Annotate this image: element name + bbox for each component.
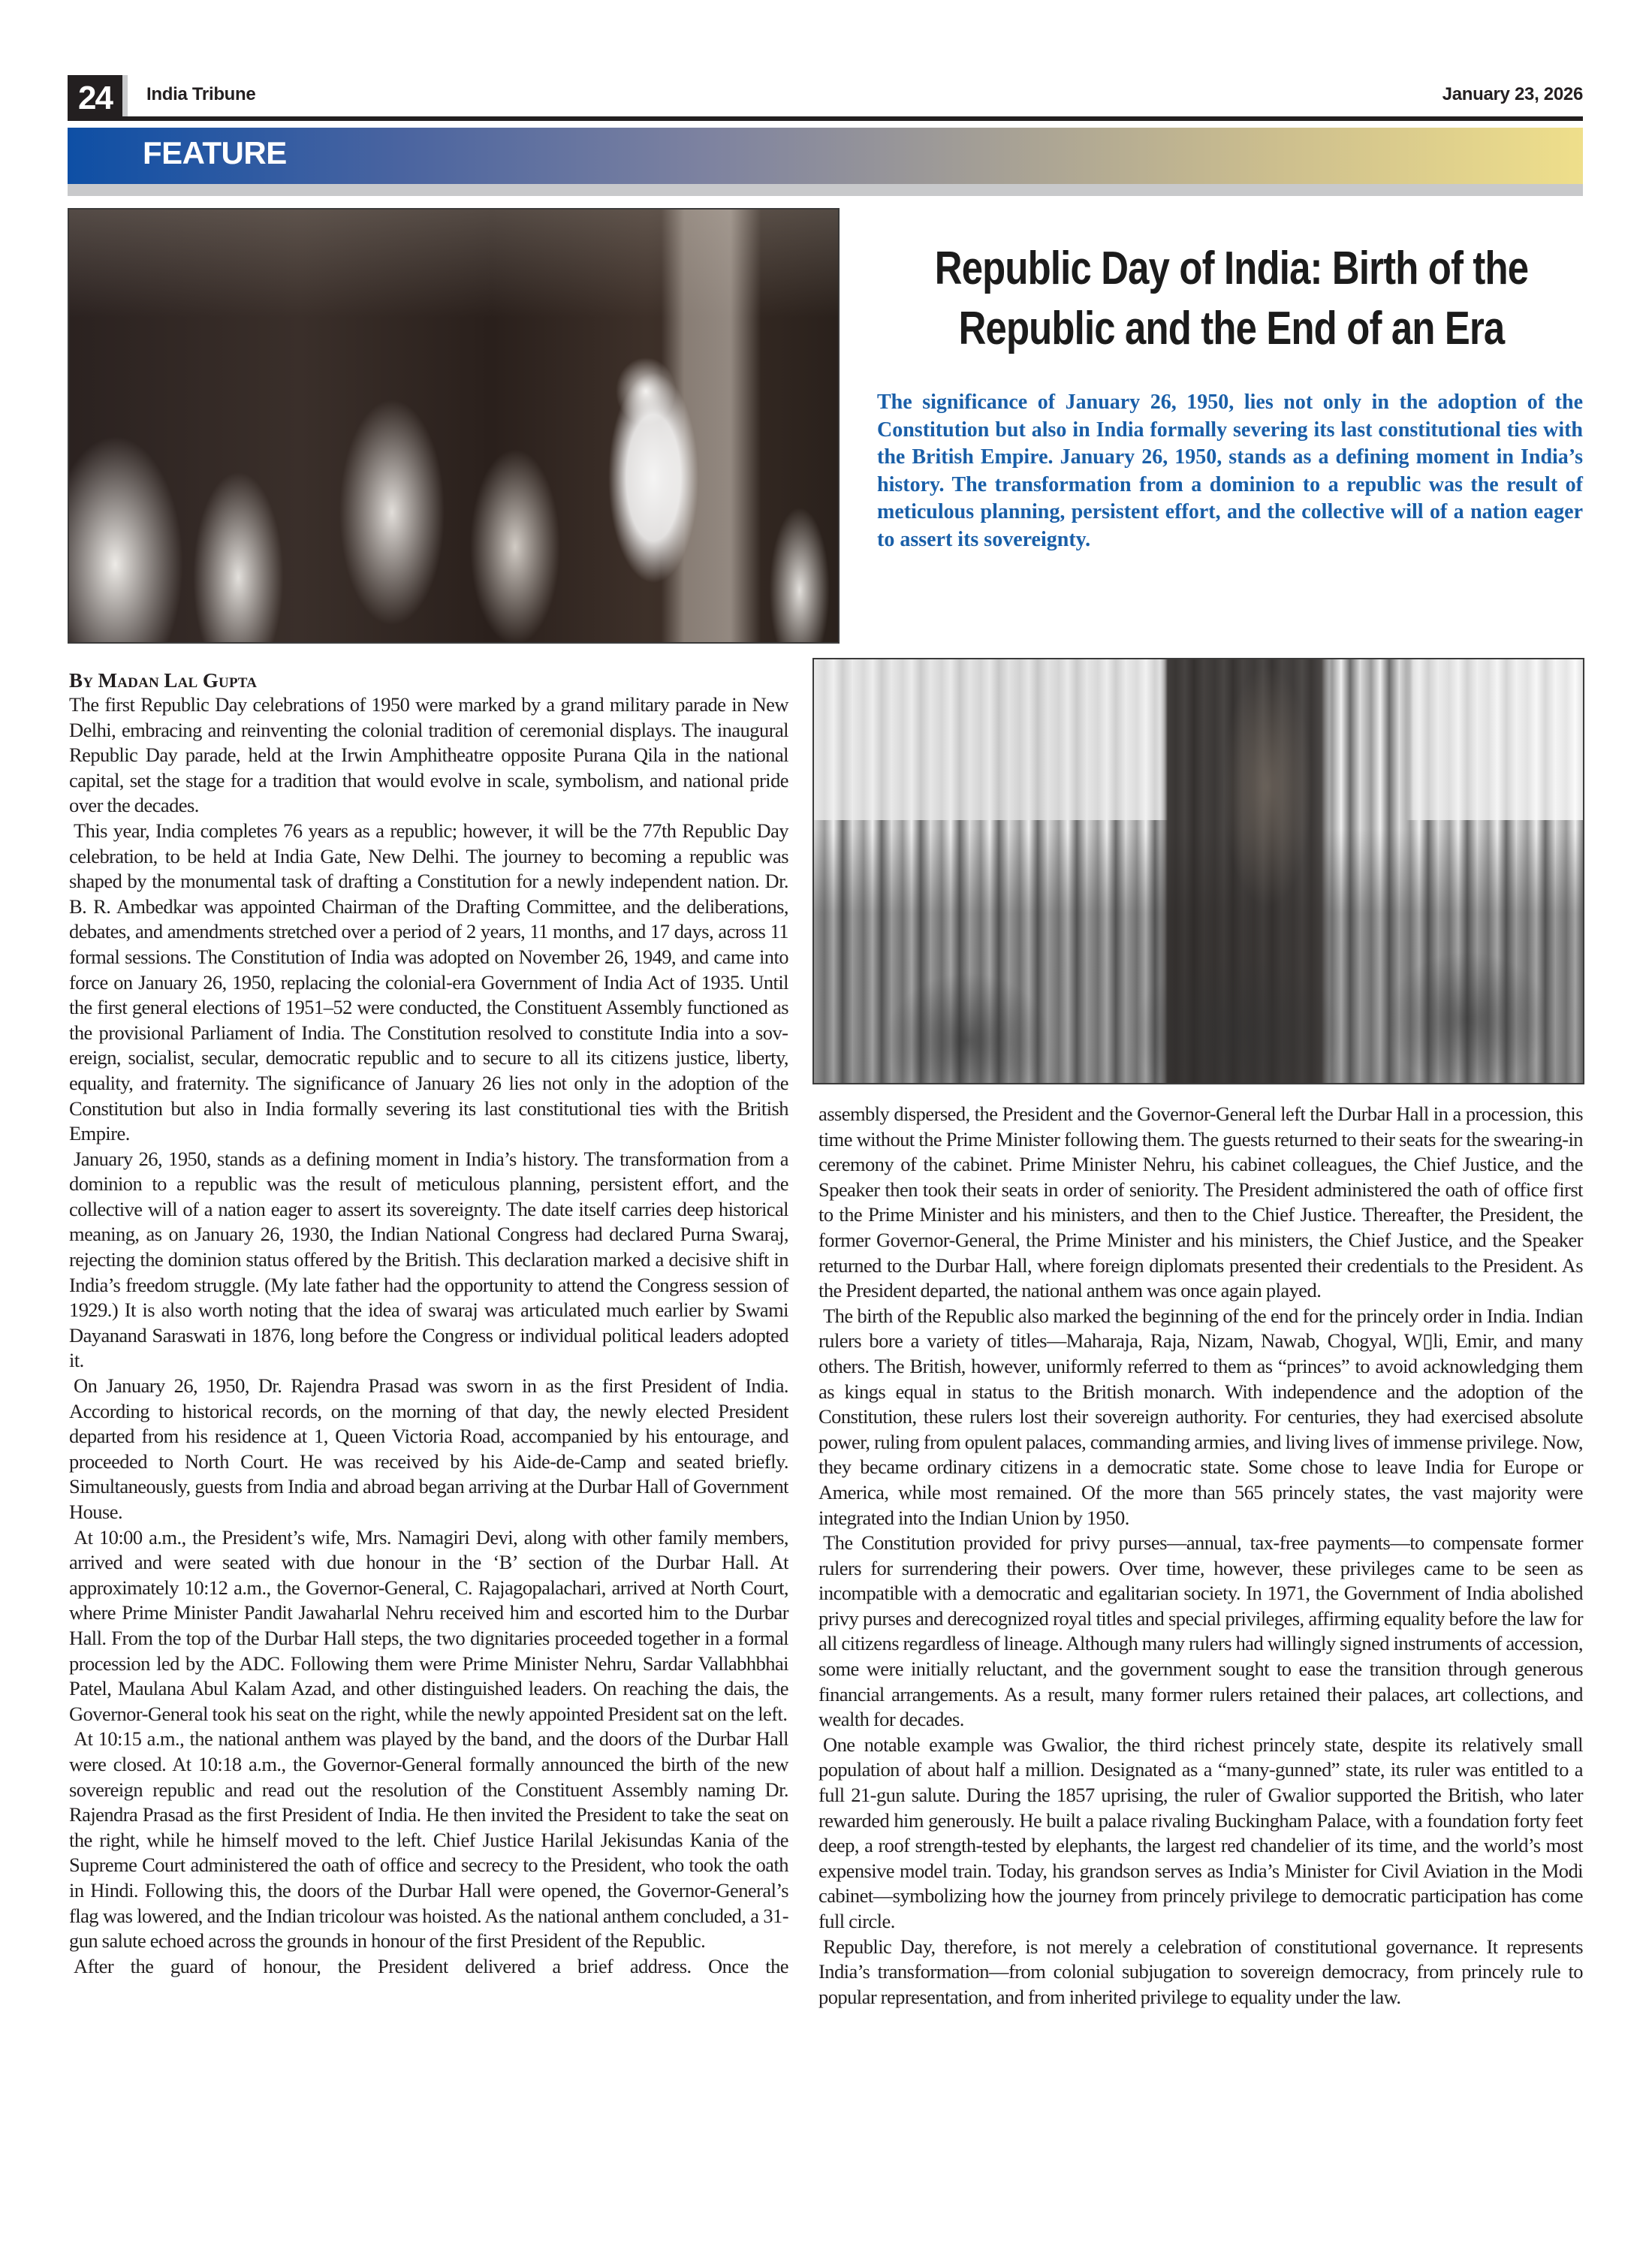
headline-line-2: Republic and the End of an Era bbox=[958, 303, 1505, 354]
banner-underband bbox=[68, 184, 1583, 196]
page-number-accent-strip bbox=[122, 75, 128, 117]
paragraph: At 10:00 a.m., the President’s wife, Mrs. Namagiri Devi, along with other family members, arrived and were seated with due honour in the ‘B’ section of the Durbar Hall. At approximately 10:12 a.m., the Governor-General, C. Rajagopalachari, arrived at North Court, where Prime Minister Pandit Jawaharlal Nehru received him and escorted him to the Durbar Hall. From the top of the Durbar Hall steps, the two dignitaries proceeded together in a formal procession led by the ADC. Following them were Prime Minister Nehru, Sardar Vallabhbhai Patel, Maulana Abul Kalam Azad, and other distinguished leaders. On reaching the dais, the Governor-General took his seat on the right, while the newly appointed President sat on the left. bbox=[69, 1525, 788, 1725]
durbar-hall-photo bbox=[812, 658, 1584, 1084]
paragraph: The first Republic Day celebrations of 1950 were marked by a grand military parade in New Delhi, embracing and reinventing the colonial tradition of ceremonial displays. The inaugural Republic Day parade, held at the Irwin Amphitheatre opposite Purana Qila in the national capital, set the stage for a tradition that would evolve in scale, symbolism, and national pride over the decades. bbox=[69, 693, 788, 817]
article-deck: The significance of January 26, 1950, lies not only in the adoption of the Constitution but also in India formally severing its last constitutional ties with the British Empire. January 26, 1950, stands as a defining moment in India’s history. The transformation from a dominion to a republic was the result of meticulous planning, persistent effort, and the collective will of a nation eager to assert its sovereignty. bbox=[877, 391, 1583, 551]
section-label: FEATURE bbox=[143, 135, 287, 170]
paragraph: The Constitution provided for privy purses—annual, tax-free payments—to compensate former rulers for surrendering their powers. Over time, however, these privileges came to be seen as incompatible with a democratic and egalitarian society. In 1971, the Government of India abolished privy purses and derecognized royal titles and special privileges, affirming equality before the law for all citizens regardless of lineage. Although many rulers had willingly signed instruments of accession, some were initially reluctant, and the government sought to ease the transition through generous financial arrangements. As a result, many former rulers retained their palaces, art collections, and wealth for decades. bbox=[818, 1531, 1583, 1731]
headline-line-1: Republic Day of India: Birth of the bbox=[934, 243, 1529, 294]
swearing-in-ceremony-photo bbox=[68, 208, 840, 644]
paragraph: The birth of the Republic also marked the beginning of the end for the princely order in India. Indian rulers bore a variety of titles—Maharaja, Raja, Nizam, Nawab, Chogyal, W▯li, Emir, and many others. The British, however, uniformly referred to them as “princes” to avoid acknowledging them as kings equal in status to the British monarch. With independence and the adoption of the Constitution, these rulers lost their sovereign authority. For centuries, they had exercised absolute power, ruling from opulent palaces, commanding armies, and living lives of immense privilege. Now, they became ordinary citizens in a democratic state. Some chose to leave India for Europe or America, while most remained. Of the more than 565 princely states, the vast majority were integrated into the Indian Union by 1950. bbox=[818, 1304, 1583, 1529]
paragraph: One notable example was Gwalior, the third richest princely state, despite its relatively small population of about half a million. Designated as a “many-gunned” state, its ruler was entitled to a full 21-gun salute. During the 1857 uprising, the ruler of Gwalior supported the British, who later rewarded him generously. He built a palace rivaling Buckingham Palace, with a foundation forty feet deep, a roof strength-tested by elephants, the largest red chandelier of its time, and the world’s most expensive model train. Today, his grandson serves as India’s Minister for Civil Aviation in the Modi cabinet—symbolizing how the journey from princely privilege to democratic participation has come full circle. bbox=[818, 1733, 1583, 1932]
paragraph: After the guard of honour, the President delivered a brief address. Once the bbox=[74, 1954, 788, 1977]
page-number: 24 bbox=[68, 75, 122, 121]
article-headline bbox=[924, 239, 1539, 359]
publication-name: India Tribune bbox=[146, 84, 256, 104]
paragraph: On January 26, 1950, Dr. Rajendra Prasad was sworn in as the first President of India. According to historical records, on the morning of that day, the newly elected President departed from his residence at 1, Queen Victoria Road, accompanied by his entourage, and proceeded to North Court. He was received by his Aide-de-Camp and seated briefly. Simultaneously, guests from India and abroad began arriving at the Durbar Hall of Government House. bbox=[69, 1374, 788, 1523]
paragraph: Republic Day, therefore, is not merely a celebration of constitutional governance. It represents India’s transformation—from colonial subjugation to sovereign democracy, from princely rule to popular representation, and from inherited privilege to equality under the law. bbox=[818, 1935, 1583, 2008]
paragraph: This year, India completes 76 years as a republic; however, it will be the 77th Republic Day celebration, to be held at India Gate, New Delhi. The journey to becoming a republic was shaped by the monumental task of drafting a Constitution for a newly independent nation. Dr. B. R. Ambedkar was appointed Chairman of the Drafting Committee, and the deliberations, debates, and amendments stretched over a period of 2 years, 11 months, and 17 days, across 11 formal sessions. The Constitution of India was adopted on November 26, 1949, and came into force on January 26, 1950, replacing the colonial-era Government of India Act of 1935. Until the first general elections of 1951–52 were conducted, the Constituent Assembly functioned as the provisional Parliament of India. The Constitution resolved to constitute India into a sovereign, socialist, secular, democratic republic and to secure to all its citizens justice, liberty, equality, and fraternity. The significance of January 26 lies not only in the adoption of the Constitution but also in India formally severing its last constitutional ties with the British Empire. bbox=[69, 819, 788, 1145]
section-banner bbox=[68, 128, 1583, 184]
issue-date: January 23, 2026 bbox=[1442, 84, 1583, 104]
masthead-rule bbox=[68, 116, 1583, 121]
paragraph: assembly dispersed, the President and the Governor-General left the Durbar Hall in a procession, this time without the Prime Minister following them. The guests returned to their seats for the swearing-in ceremony of the cabinet. Prime Minister Nehru, his cabinet colleagues, the Chief Justice, and the Speaker then took their seats in order of seniority. The President administered the oath of office first to the Prime Minister and his ministers, and then to the Chief Justice. Thereafter, the President, the former Governor-General, the Prime Minister and his ministers, the Chief Justice, and the Speaker returned to the Durbar Hall, where foreign diplomats presented their credentials to the President. As the President departed, the national anthem was once again played. bbox=[818, 1102, 1583, 1302]
body-column-left bbox=[69, 668, 788, 1979]
byline: By Madan Lal Gupta bbox=[69, 669, 258, 692]
paragraph: At 10:15 a.m., the national anthem was played by the band, and the doors of the Durbar Hall were closed. At 10:18 a.m., the Governor-General formally announced the birth of the new sovereign republic and read out the resolution of the Constituent Assembly naming Dr. Rajendra Prasad as the first President of India. He then invited the President to take the seat on the right, while he himself moved to the left. Chief Justice Harilal Jekisundas Kania of the Supreme Court administered the oath of office and secrecy to the President, who took the oath in Hindi. Following this, the doors of the Durbar Hall were opened, the Governor-General’s flag was lowered, and the Indian tricolour was hoisted. As the national anthem concluded, a 31-gun salute echoed across the grounds in honour of the first President of the Republic. bbox=[69, 1727, 788, 1953]
body-column-right bbox=[818, 1102, 1583, 2010]
paragraph: January 26, 1950, stands as a defining moment in India’s history. The transformation from a dominion to a republic was the result of meticulous planning, persistent effort, and the collective will of a nation eager to assert its sovereignty. The date itself carries deep historical meaning, as on January 26, 1930, the Indian National Congress had declared Purna Swaraj, rejecting the dominion status offered by the British. This declaration marked a decisive shift in India’s freedom struggle. (My late father had the opportunity to attend the Congress session of 1929.) It is also worth noting that the idea of swaraj was articulated much earlier by Swami Dayanand Saraswati in 1876, long before the Congress or individual political leaders adopted it. bbox=[69, 1147, 788, 1372]
